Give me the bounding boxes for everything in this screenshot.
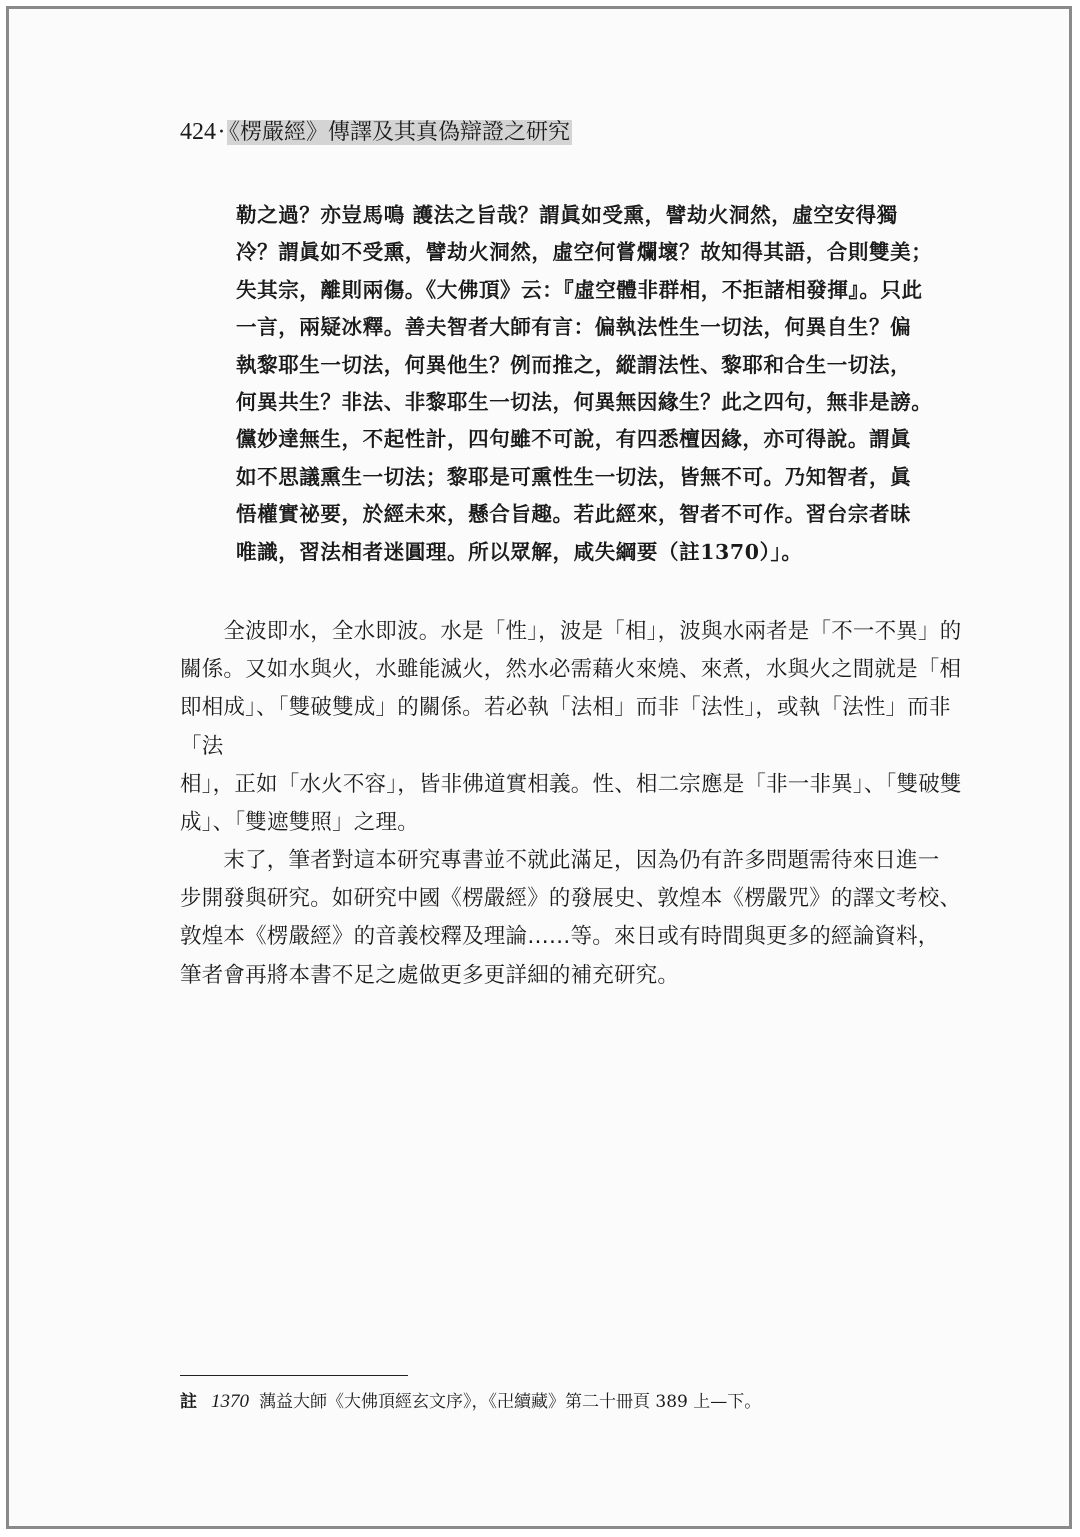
block-quote: 勒之過？亦豈馬鳴 護法之旨哉？謂眞如受熏，譬劫火洞然，虛空安得獨 冷？謂眞如不受熏，譬劫火洞然，虛空何嘗爛壞？故知得其語，合則雙美； 失其宗，離則兩傷。《大佛頂》云：『虛空體非群相，不拒諸相發揮』。只此 一言，兩疑冰釋。善夫智者大師有言：偏執法性生一切法，何異自生？偏 執黎耶生一切法，何異他生？例而推之，縱謂法性、黎耶和合生一切法， 何異共生？非法、非黎耶生一切法，何異無因緣生？此之四句，無非是謗。 儻妙達無生，不起性計，四句雖不可說，有四悉檀因緣，亦可得說。謂眞 如不思議熏生一切法；黎耶是可熏性生一切法，皆無不可。乃知智者，眞 悟權實祕要，於經未來，懸合旨趣。若此經來，智者不可作。習台宗者昧 唯識，習法相者迷圓理。所以眾解，咸失綱要（註1370）」。 [236,203,933,564]
running-header [180,116,572,149]
body-paragraph: 全波即水，全水即波。水是「性」，波是「相」，波與水兩者是「不一不異」的 關係。又如水與火，水雖能滅火，然水必需藉火來燒、來煮，水與火之間就是「相 即相成」、「雙破雙成」的關係。若必執「法相」而非「法性」，或執「法性」而非「法 相」，正如「水火不容」，皆非佛道實相義。性、相二宗應是「非一非異」、「雙破雙 成」、「雙遮雙照」之理。 [180,619,962,836]
footnote-rule [180,1375,408,1376]
page-number: 424 [180,119,216,145]
book-title: 《楞嚴經》傳譯及其真偽辯證之研究 [229,120,571,145]
footnote-mark: 註 [180,1392,197,1412]
footnote-text: 蕅益大師《大佛頂經玄文序》，《卍續藏》第二十冊頁 389 上—下。 [259,1392,762,1412]
header-separator: · [218,120,225,145]
footnote [180,1388,761,1416]
body-paragraph: 末了，筆者對這本研究專書並不就此滿足，因為仍有許多問題需待來日進一 步開發與研究。如研究中國《楞嚴經》的發展史、敦煌本《楞嚴咒》的譯文考校、 敦煌本《楞嚴經》的音義校釋及理論……等。來日或有時間與更多的經論資料， 筆者會再將本書不足之處做更多更詳細的補充研究。 [180,848,962,988]
footnote-number: 1370 [211,1391,249,1412]
